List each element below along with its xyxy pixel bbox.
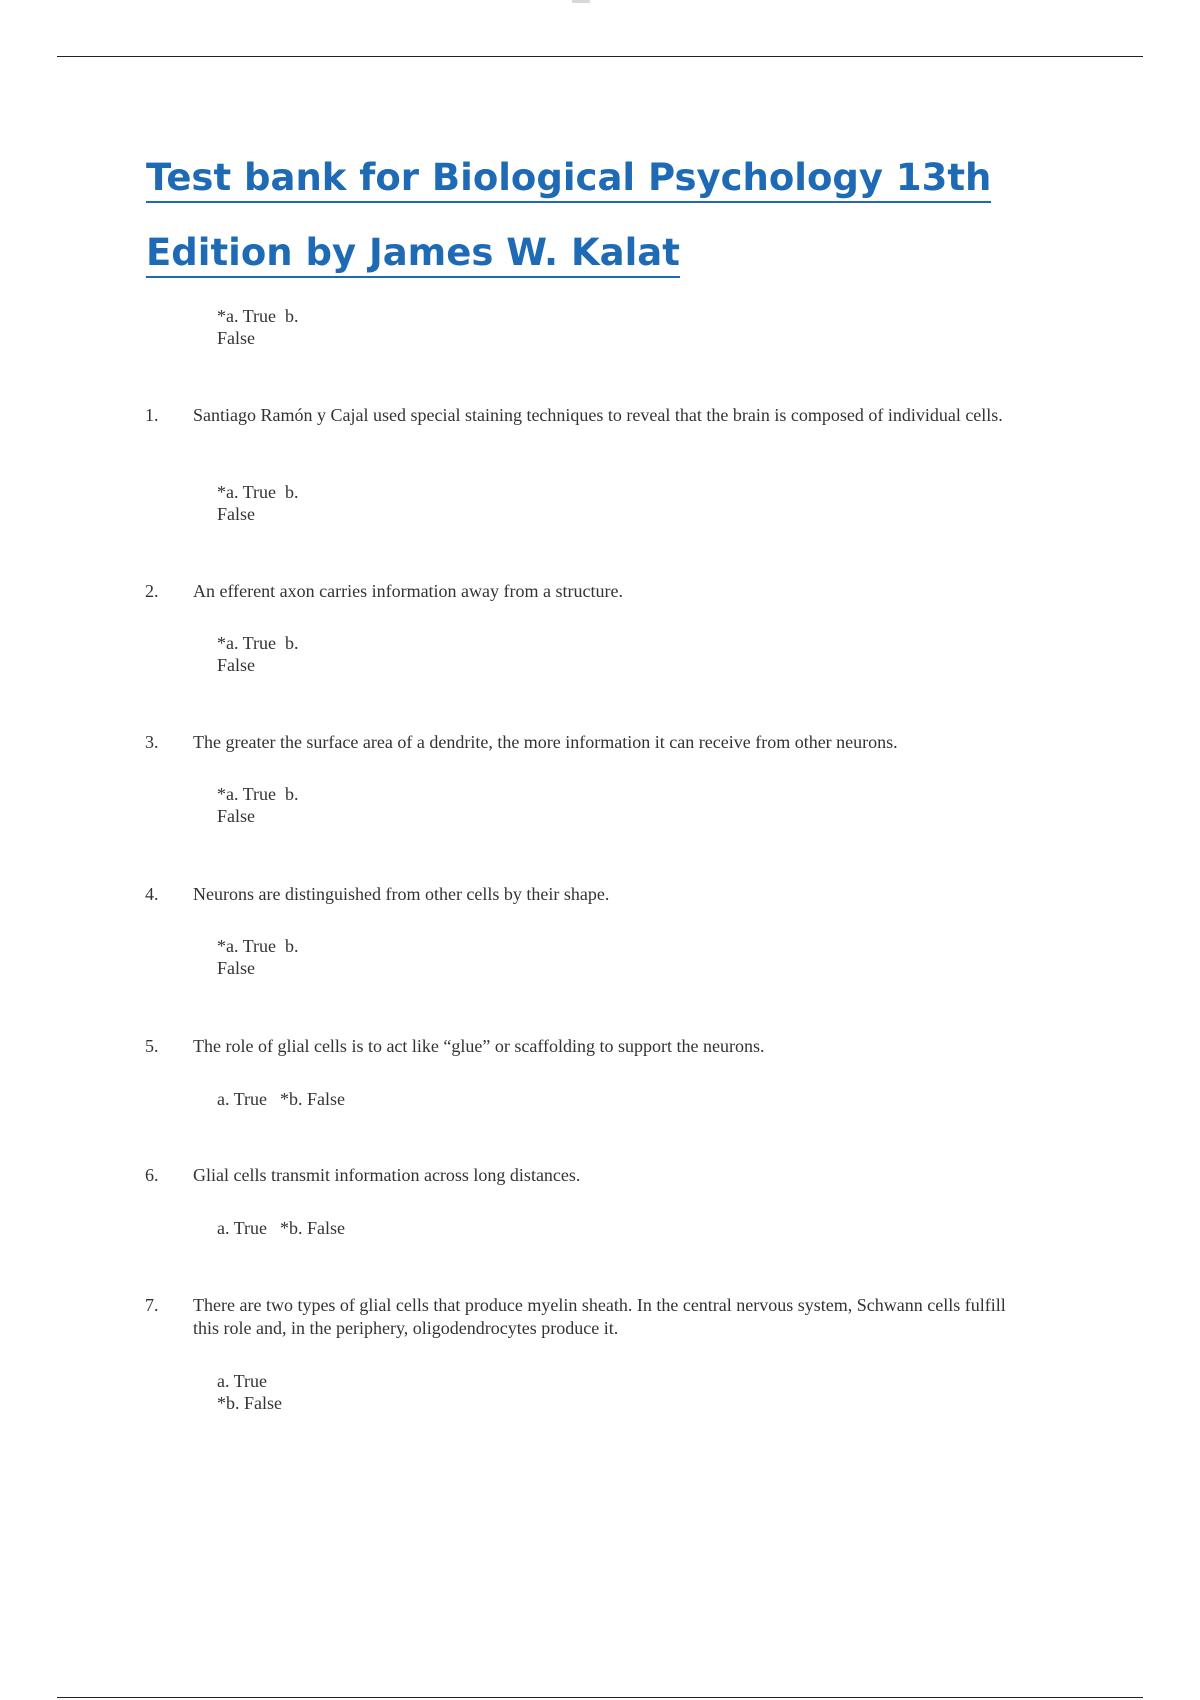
answer-options [217, 1370, 282, 1414]
answer-option-b: False [217, 504, 255, 524]
question-item [145, 580, 1025, 603]
answer-options [217, 481, 299, 525]
answer-option-a: *a. True b. [217, 936, 299, 956]
title-line-2[interactable]: Edition by James W. Kalat [146, 230, 680, 278]
question-item [145, 1164, 1025, 1187]
answer-option-a: a. True [217, 1371, 268, 1391]
question-number: 7. [145, 1295, 159, 1315]
answer-option-b: *b. False [217, 1393, 282, 1413]
question-text: Santiago Ramón y Cajal used special staining techniques to reveal that the brain is composed of individual cells. [193, 405, 1003, 425]
answer-option-a: *a. True b. [217, 633, 299, 653]
question-number: 1. [145, 405, 159, 425]
title-link[interactable] [146, 146, 1046, 296]
question-number: 3. [145, 732, 159, 752]
page-top-marker [572, 0, 590, 3]
answer-option-a: *a. True b. [217, 482, 299, 502]
question-text: There are two types of glial cells that produce myelin sheath. In the central nervous system, Schwann cells fulfill this role and, in the periphery, oligodendrocytes produce it. [193, 1295, 1006, 1338]
answer-option-b: False [217, 328, 255, 348]
question-number: 4. [145, 884, 159, 904]
document-title[interactable] [146, 146, 1046, 296]
answer-options [217, 1217, 345, 1239]
question-text: The role of glial cells is to act like “glue” or scaffolding to support the neurons. [193, 1036, 765, 1056]
answer-option-b: False [217, 958, 255, 978]
answer-options [217, 935, 299, 979]
header-rule [57, 56, 1143, 57]
answer-option-b: *b. False [280, 1218, 346, 1238]
answer-option-a: a. True [217, 1089, 268, 1109]
answer-options [217, 632, 299, 676]
footer-rule [57, 1697, 1143, 1698]
answer-option-a: a. True [217, 1218, 268, 1238]
question-text: Glial cells transmit information across long distances. [193, 1165, 581, 1185]
title-line-1[interactable]: Test bank for Biological Psychology 13th [146, 155, 991, 203]
answer-options [217, 305, 299, 349]
answer-option-b: False [217, 655, 255, 675]
question-text: An efferent axon carries information away from a structure. [193, 581, 623, 601]
question-item [145, 731, 1025, 754]
question-item [145, 1294, 1025, 1340]
answer-option-a: *a. True b. [217, 784, 299, 804]
answer-option-b: *b. False [280, 1089, 346, 1109]
question-text: The greater the surface area of a dendrite, the more information it can receive from other neurons. [193, 732, 898, 752]
question-item [145, 1035, 1025, 1058]
question-number: 5. [145, 1036, 159, 1056]
question-number: 6. [145, 1165, 159, 1185]
answer-options [217, 783, 299, 827]
question-item [145, 404, 1025, 427]
answer-options [217, 1088, 345, 1110]
question-item [145, 883, 1025, 906]
question-number: 2. [145, 581, 159, 601]
question-text: Neurons are distinguished from other cells by their shape. [193, 884, 610, 904]
answer-option-a: *a. True b. [217, 306, 299, 326]
answer-option-b: False [217, 806, 255, 826]
